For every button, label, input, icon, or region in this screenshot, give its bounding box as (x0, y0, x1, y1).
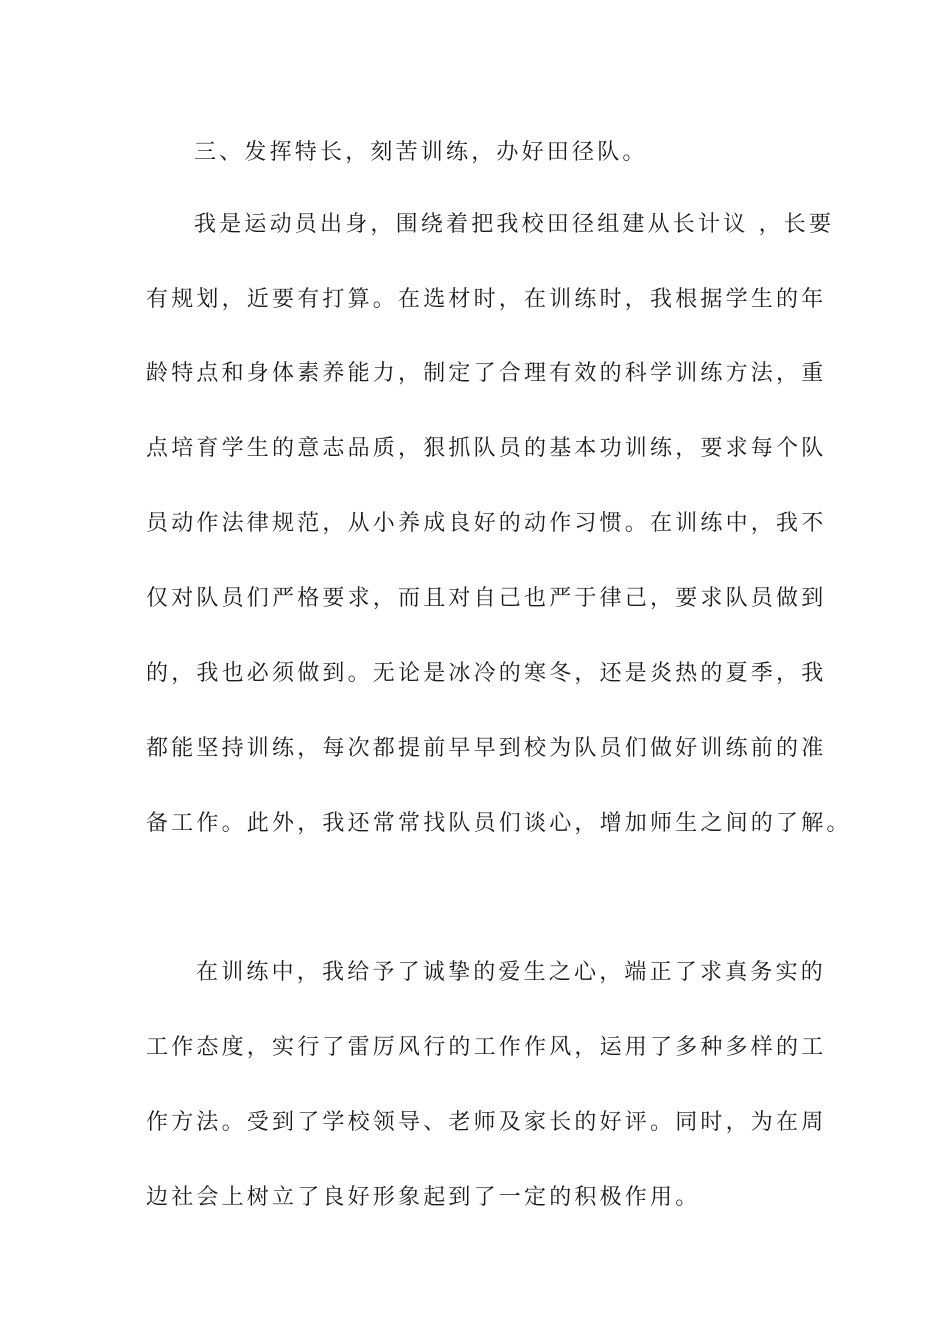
paragraph1-line: 备工作。此外，我还常常找队员们谈心，增加师生之间的了解。 (146, 811, 852, 836)
paragraph1-line: 都能坚持训练，每次都提前早早到校为队员们做好训练前的准 (146, 736, 827, 761)
paragraph2-line: 边社会上树立了良好形象起到了一定的积极作用。 (146, 1185, 701, 1210)
paragraph2-line: 作方法。受到了学校领导、老师及家长的好评。同时，为在周 (146, 1110, 827, 1135)
paragraph1-line: 点培育学生的意志品质，狠抓队员的基本功训练，要求每个队 (146, 436, 827, 461)
paragraph2-line: 工作态度，实行了雷厉风行的工作作风，运用了多种多样的工 (146, 1035, 827, 1060)
paragraph2-line: 在训练中，我给予了诚挚的爱生之心，端正了求真务实的 (196, 960, 827, 985)
paragraph1-line: 有规划，近要有打算。在选材时，在训练时，我根据学生的年 (146, 287, 827, 312)
paragraph1-line: 龄特点和身体素养能力，制定了合理有效的科学训练方法，重 (146, 361, 827, 386)
paragraph1-line: 仅对队员们严格要求，而且对自己也严于律己，要求队员做到 (146, 586, 827, 611)
section-heading: 三、发挥特长，刻苦训练，办好田径队。 (194, 140, 648, 165)
paragraph1-line: 我是运动员出身，围绕着把我校田径组建从长计议 ，长要 (194, 212, 835, 237)
paragraph1-line: 的，我也必须做到。无论是冰冷的寒冬，还是炎热的夏季，我 (146, 661, 827, 686)
paragraph1-line: 员动作法律规范，从小养成良好的动作习惯。在训练中，我不 (146, 511, 827, 536)
